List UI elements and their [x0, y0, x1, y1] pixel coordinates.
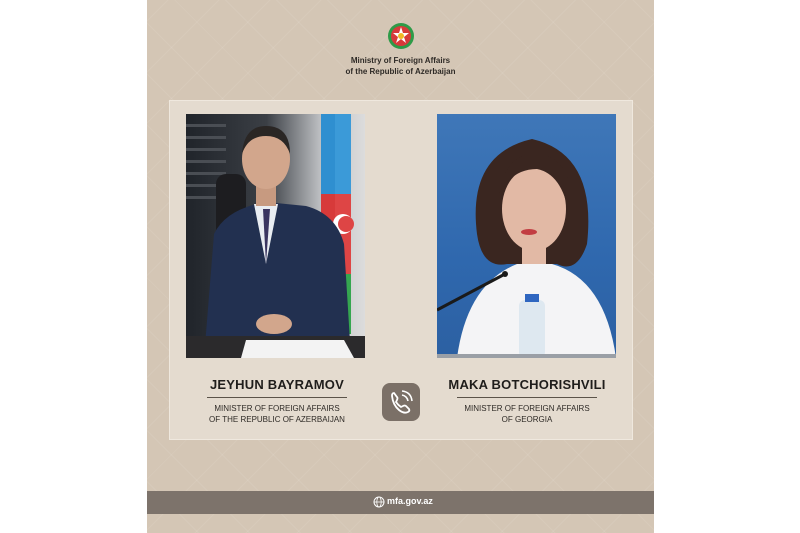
announcement-card [147, 0, 654, 533]
left-person-name: JEYHUN BAYRAMOV [210, 377, 344, 392]
left-divider [207, 397, 347, 398]
phone-call-badge [382, 383, 420, 421]
footer-bar [147, 491, 654, 514]
phone-call-icon [382, 383, 420, 421]
content-panel [169, 100, 633, 440]
right-person-photo [437, 114, 616, 358]
right-person-title-line1: MINISTER OF FOREIGN AFFAIRS [464, 404, 590, 413]
right-person-name: MAKA BOTCHORISHVILI [448, 377, 606, 392]
left-person-photo [186, 114, 365, 358]
globe-icon [373, 496, 385, 508]
ministry-name-line1: Ministry of Foreign Affairs [350, 56, 451, 65]
left-person-title-line1: MINISTER OF FOREIGN AFFAIRS [214, 404, 340, 413]
right-person-title-line2: OF GEORGIA [501, 415, 553, 424]
left-person-title-line2: OF THE REPUBLIC OF AZERBAIJAN [209, 415, 345, 424]
right-divider [457, 397, 597, 398]
ministry-name-line2: of the Republic of Azerbaijan [345, 67, 456, 76]
website-link[interactable]: mfa.gov.az [387, 496, 433, 506]
azerbaijan-emblem-icon [387, 22, 415, 50]
